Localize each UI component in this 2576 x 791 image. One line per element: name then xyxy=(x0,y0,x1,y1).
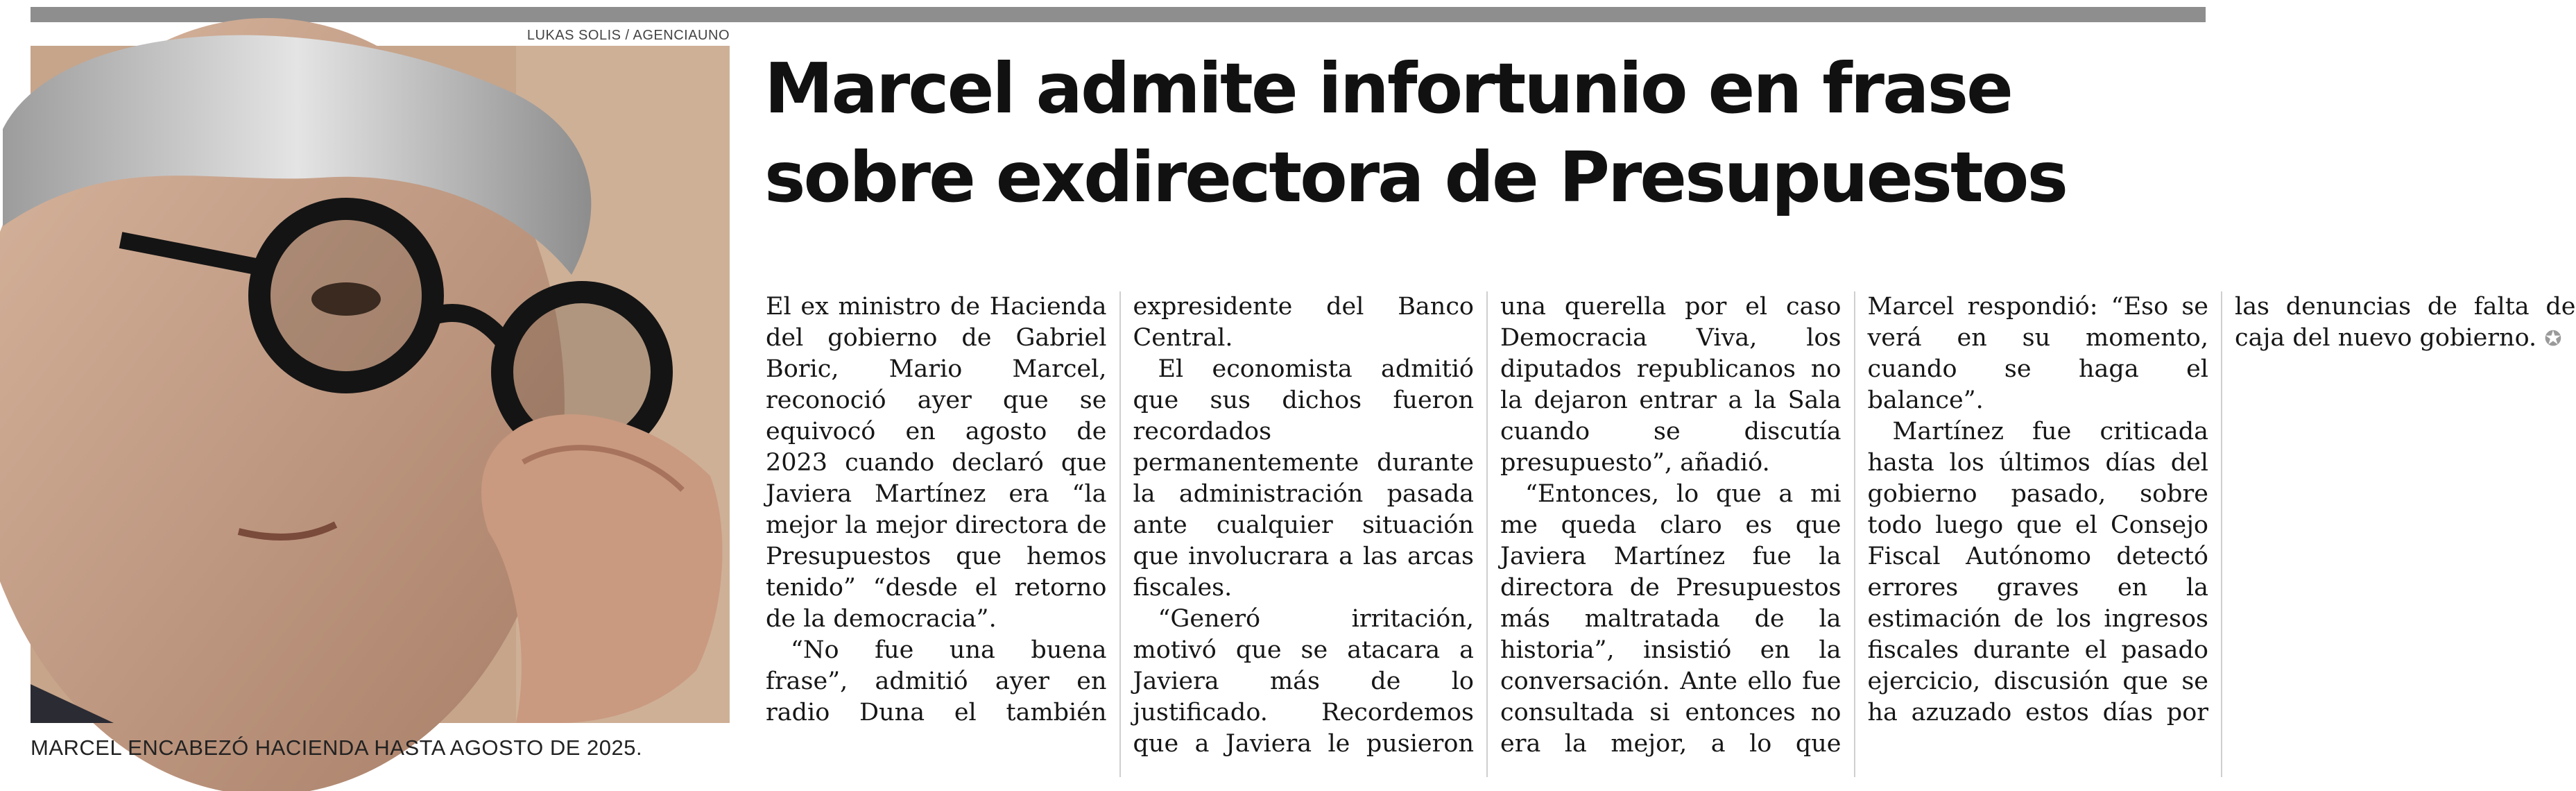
photo-caption: MARCEL ENCABEZÓ HACIENDA HASTA AGOSTO DE 2025. xyxy=(31,735,643,760)
article-paragraph: “No fue una buena frase”, admitió ayer en radio Duna el también expresidente del Banco Central. xyxy=(766,293,1474,726)
article-paragraph: “Entonces, lo que a mi me queda claro es que Javiera Martínez fue la directora de Presupuestos más maltratada de la historia”, insistió en la conversación. Ante ello fue consultada si entonces no era la mejor, a lo que Marcel respondió: “Eso se verá en su momento, cuando se haga el balance”. xyxy=(1500,293,2208,758)
photo-credit: LUKAS SOLIS / AGENCIAUNO xyxy=(526,28,730,43)
article-paragraph: El economista admitió que sus dichos fueron recordados permanentemente durante la administración pasada ante cualquier situación que involucrara a las arcas fiscales. xyxy=(1133,355,1474,602)
end-star-icon: ✪ xyxy=(2544,327,2562,351)
article-paragraph-text: Martínez fue criticada hasta los últimos días del gobierno pasado, sobre todo luego que el Consejo Fiscal Autónomo detectó errores graves en la estimación de los ingresos fiscales durante el pasado ejercicio, discusión que se ha azuzado estos días por las denuncias de falta de caja del nuevo gobierno. xyxy=(1867,293,2576,726)
article-body xyxy=(766,291,2576,777)
portrait-photo xyxy=(31,46,730,723)
headline: Marcel admite infortunio en frase sobre exdirectora de Presupuestos xyxy=(764,48,2066,218)
top-rule xyxy=(31,7,2206,22)
article-paragraph: El ex ministro de Hacienda del gobierno de Gabriel Boric, Mario Marcel, reconoció ayer que se equivocó en agosto de 2023 cuando declaró que Javiera Martínez era “la mejor la mejor directora de Presupuestos que hemos tenido” “desde el retorno de la democracia”. xyxy=(766,293,1107,633)
article-paragraph: “Generó irritación, motivó que se atacara a Javiera más de lo justificado. Recordemos que a Javiera le pusieron una querella por el caso Democracia Viva, los diputados republicanos no la dejaron entrar a la Sala cuando se discutía presupuesto”, añadió. xyxy=(1133,293,1841,758)
